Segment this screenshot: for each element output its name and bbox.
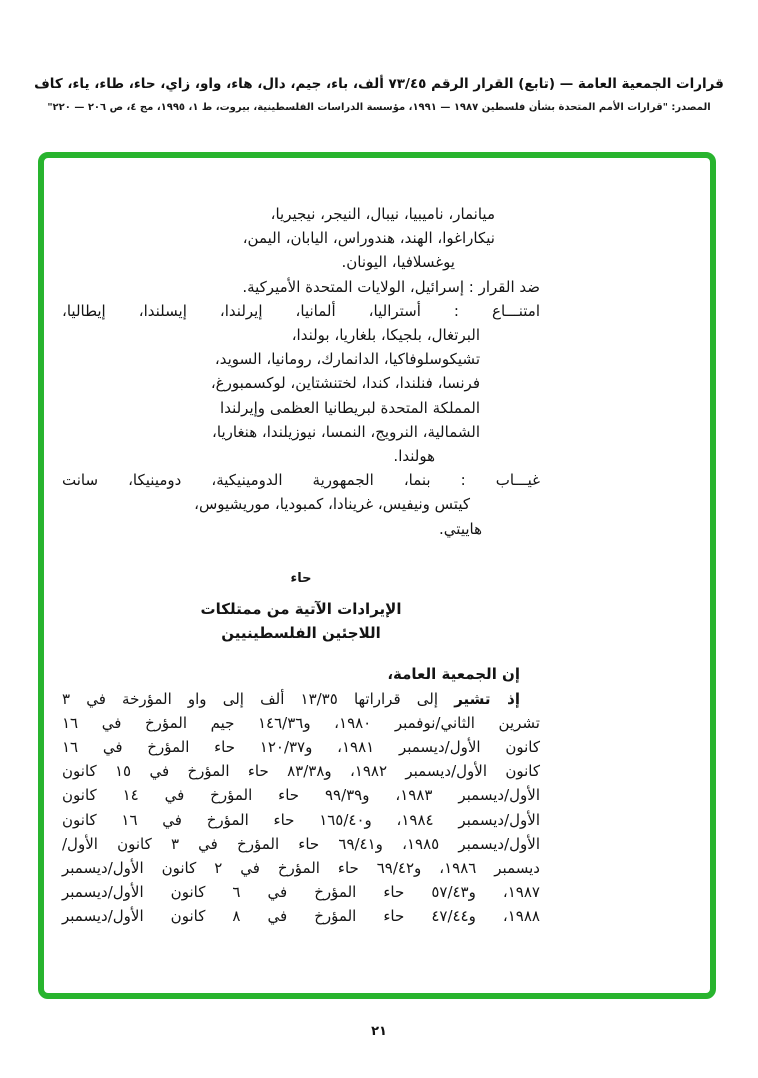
recital-rest: إلى قراراتها ١٣/٣٥ ألف إلى واو المؤرخة في ٣: [62, 689, 439, 708]
page-number: ٢١: [371, 1024, 387, 1039]
header-line: قرارات الجمعية العامة — (تابع) القرار الرقم ٧٣/٤٥ ألف، باء، جيم، دال، هاء، واو، زاي، حاء، طاء، ياء، كاف: [34, 76, 724, 92]
section-title-line: اللاجئين الفلسطينيين: [221, 624, 381, 643]
favor-continuation-line: ميانمار، ناميبيا، نيبال، النيجر، نيجيريا،: [270, 205, 495, 223]
against-line: ضد القرار : إسرائيل، الولايات المتحدة الأميركية.: [242, 277, 540, 296]
favor-continuation-line: نيكاراغوا، الهند، هندوراس، اليابان، اليمن،: [242, 229, 495, 248]
absent-continuation-line: هاييتي.: [439, 519, 482, 538]
absent-continuation-line: كيتس ونيفيس، غرينادا، كمبوديا، موريشيوس،: [194, 495, 470, 514]
recital-line: ديسمبر ١٩٨٦، و٦٩/٤٢ حاء المؤرخ في ٢ كانون الأول/ديسمبر: [62, 859, 540, 878]
abstain-continuation-line: البرتغال، بلجيكا، بلغاريا، بولندا،: [291, 326, 480, 345]
assembly-opening: إن الجمعية العامة،: [387, 665, 520, 684]
recital-lead: إذ تشير: [454, 689, 520, 708]
recital-line: الأول/ديسمبر ١٩٨٤، و١٦٥/٤٠ حاء المؤرخ في ١٦ كانون: [62, 810, 540, 829]
text-column: [62, 202, 540, 929]
abstain-heading-line: امتنـــاع : أستراليا، ألمانيا، إيرلندا، إيسلندا، إيطاليا،: [62, 301, 540, 320]
recital-line: تشرين الثاني/نوفمبر ١٩٨٠، و١٤٦/٣٦ جيم المؤرخ في ١٦: [62, 713, 540, 732]
recital-line: الأول/ديسمبر ١٩٨٥، و٦٩/٤١ حاء المؤرخ في ٣ كانون الأول/: [62, 834, 540, 853]
section-letter: حاء: [290, 570, 312, 586]
abstain-continuation-line: فرنسا، فنلندا، كندا، لختنشتاين، لوكسمبورغ،: [210, 374, 480, 393]
absent-heading-line: غيـــاب : بنما، الجمهورية الدومينيكية، دومينيكا، سانت: [62, 471, 540, 490]
abstain-continuation-line: الشمالية، النرويج، النمسا، نيوزيلندا، هنغاريا،: [212, 422, 480, 441]
abstain-continuation-line: هولندا.: [393, 447, 435, 466]
section-title-line: الإيرادات الآتية من ممتلكات: [200, 600, 402, 619]
recital-line: كانون الأول/ديسمبر ١٩٨١، و١٢٠/٣٧ حاء المؤرخ في ١٦: [62, 738, 540, 757]
recital-line: ١٩٨٨، و٤٧/٤٤ حاء المؤرخ في ٨ كانون الأول/ديسمبر: [62, 907, 540, 926]
abstain-continuation-line: المملكة المتحدة لبريطانيا العظمى وإيرلندا: [220, 398, 480, 417]
source-line: المصدر: "قرارات الأمم المتحدة بشأن فلسطين ١٩٨٧ — ١٩٩١، مؤسسة الدراسات الفلسطينية، بيروت، ط ١، ١٩٩٥، مج ٤، ص ٢٠٦ — ٢٢٠": [47, 102, 711, 113]
page-frame: [38, 152, 716, 999]
recital-line: الأول/ديسمبر ١٩٨٣، و٩٩/٣٩ حاء المؤرخ في ١٤ كانون: [62, 786, 540, 805]
favor-continuation-line: يوغسلافيا، اليونان.: [341, 253, 455, 272]
recital-line: كانون الأول/ديسمبر ١٩٨٢، و٨٣/٣٨ حاء المؤرخ في ١٥ كانون: [62, 762, 540, 781]
abstain-continuation-line: تشيكوسلوفاكيا، الدانمارك، رومانيا، السويد،: [214, 350, 480, 369]
recital-line: ١٩٨٧، و٥٧/٤٣ حاء المؤرخ في ٦ كانون الأول/ديسمبر: [62, 883, 540, 902]
recital-line: [62, 687, 540, 711]
